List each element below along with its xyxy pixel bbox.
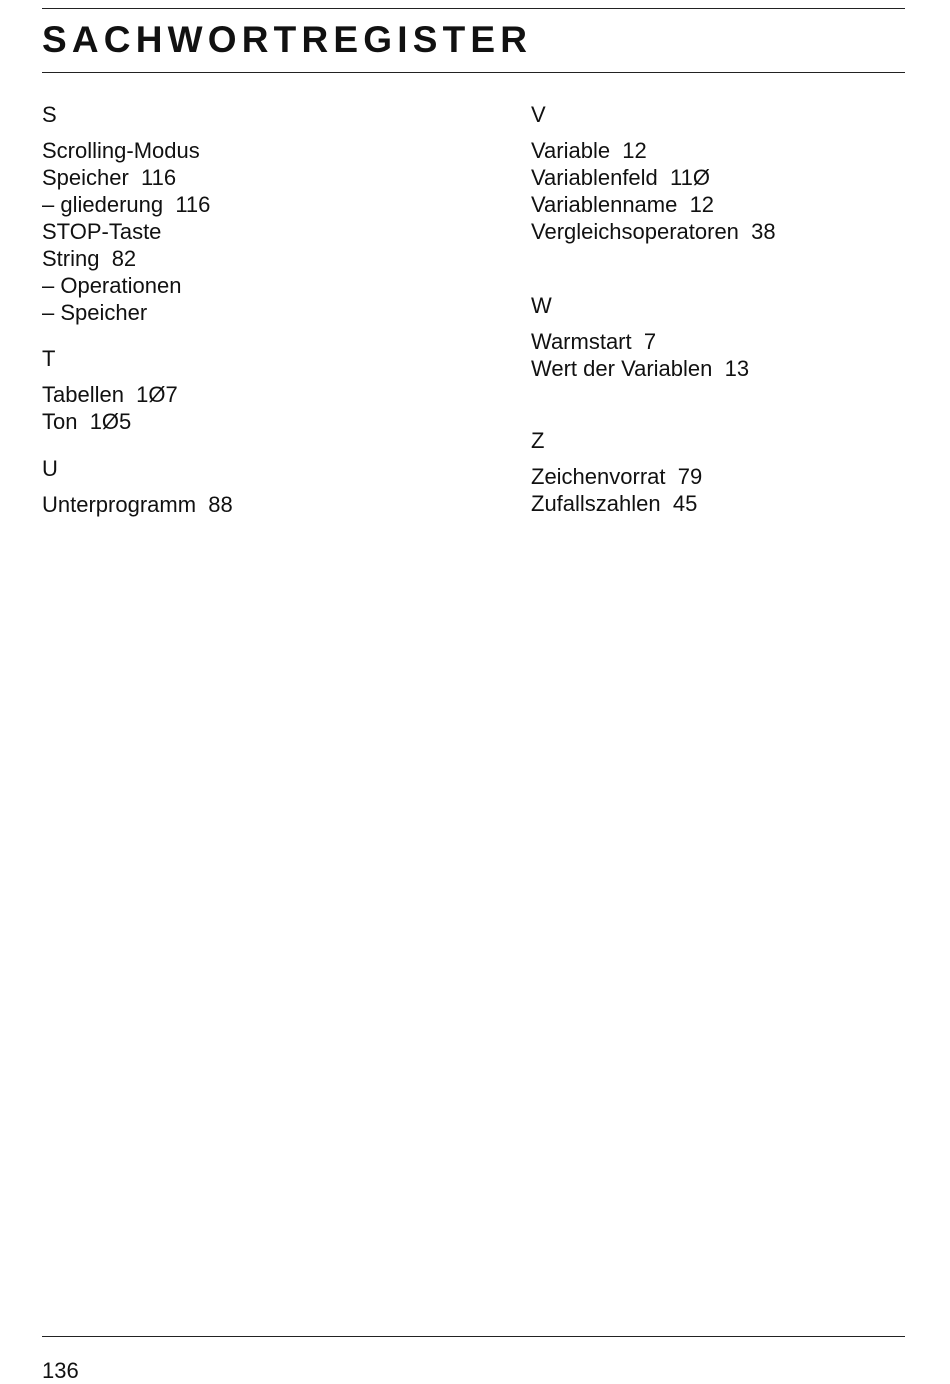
index-entry: Wert der Variablen 13 [531, 356, 750, 381]
entry-list [531, 137, 905, 245]
index-entry: – Operationen [42, 273, 182, 298]
index-entry: Variablenfeld 11Ø [531, 165, 710, 190]
index-section-t [42, 344, 482, 435]
entry-list [531, 328, 905, 382]
section-letter: S [42, 102, 57, 127]
index-section-s [42, 100, 482, 326]
index-entry: Zufallszahlen 45 [531, 491, 698, 516]
page-title: SACHWORTREGISTER [42, 19, 533, 60]
section-letter: Z [531, 428, 545, 453]
entry-list [42, 491, 482, 518]
index-entry: Unterprogramm 88 [42, 492, 233, 517]
entry-list [531, 463, 905, 517]
top-rule [42, 8, 905, 9]
section-letter: W [531, 293, 552, 318]
index-entry: Variablenname 12 [531, 192, 715, 217]
index-entry: Tabellen 1Ø7 [42, 382, 178, 407]
index-entry: – gliederung 116 [42, 192, 211, 217]
index-entry: String 82 [42, 246, 137, 271]
page-number: 136 [42, 1358, 79, 1383]
index-section-v [531, 100, 905, 245]
index-entry: Zeichenvorrat 79 [531, 464, 703, 489]
index-entry: Scrolling-Modus [42, 138, 200, 163]
index-entry: Speicher 116 [42, 165, 177, 190]
index-entry: – Speicher [42, 300, 148, 325]
index-entry: STOP-Taste [42, 219, 162, 244]
index-section-u [42, 454, 482, 518]
index-column-right [531, 100, 905, 517]
entry-list [42, 137, 482, 326]
section-letter: T [42, 346, 56, 371]
index-column-left [42, 100, 482, 518]
footer-rule [42, 1336, 905, 1337]
title-rule [42, 72, 905, 73]
index-entry: Vergleichsoperatoren 38 [531, 219, 776, 244]
index-section-w [531, 291, 905, 382]
index-entry: Warmstart 7 [531, 329, 657, 354]
index-entry: Ton 1Ø5 [42, 409, 132, 434]
section-letter: U [42, 456, 58, 481]
section-letter: V [531, 102, 546, 127]
index-section-z [531, 426, 905, 517]
entry-list [42, 381, 482, 435]
index-entry: Variable 12 [531, 138, 647, 163]
